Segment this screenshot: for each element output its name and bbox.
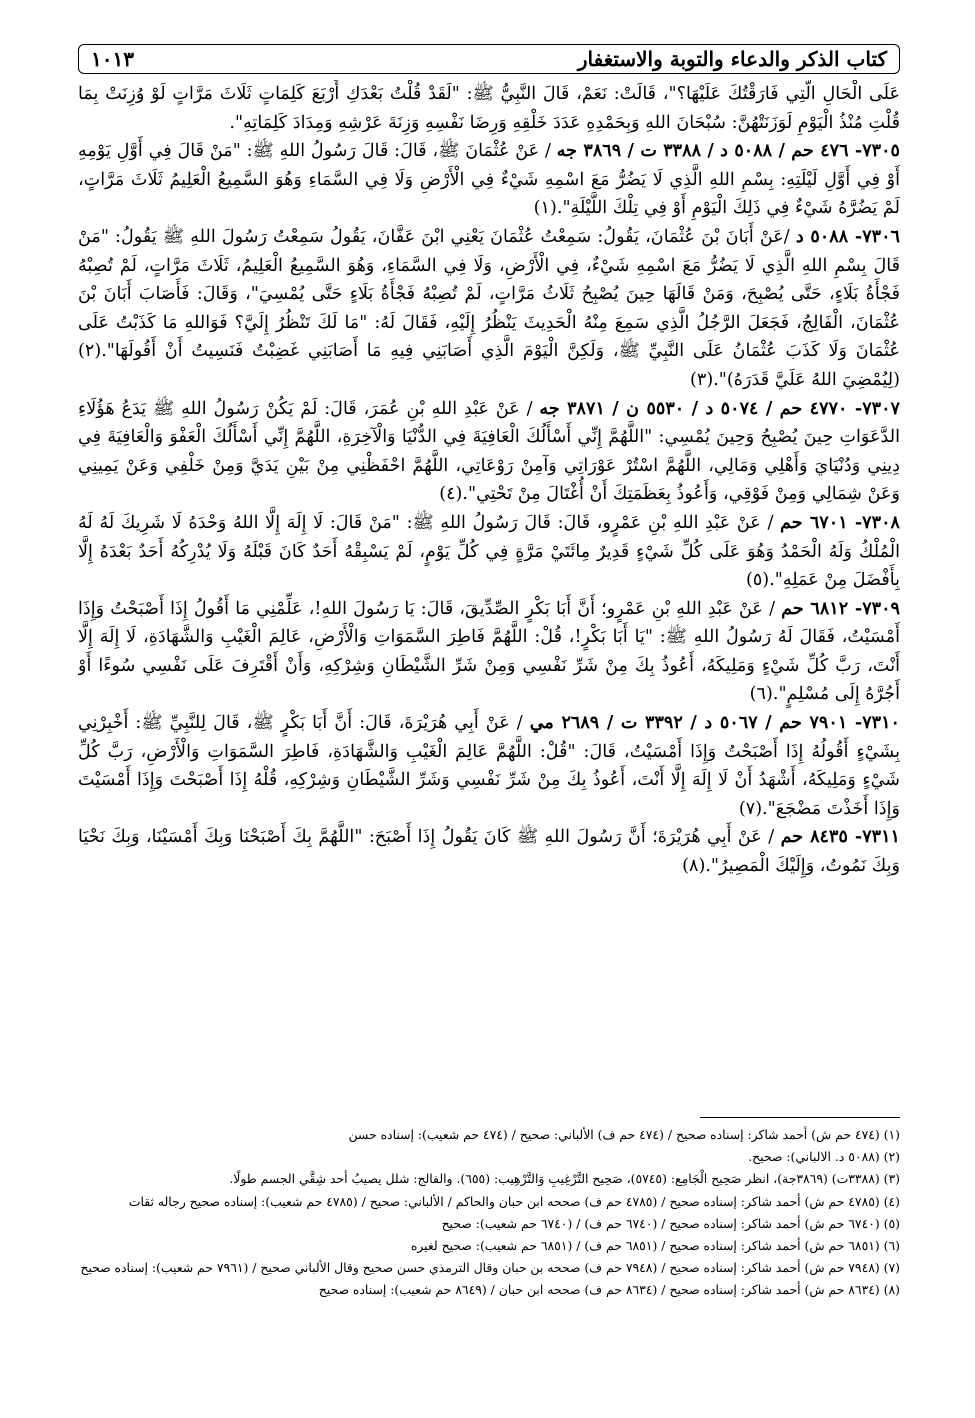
footnote-8: (٨) (٨٦٣٤ حم ش) أحمد شاكر: إسناده صحيح / (٨٦٣٤ حم ف) صححه ابن حبان / (٨٦٤٩ حم شعيب): إسناده صحيح bbox=[318, 1282, 900, 1298]
hadith-7308 bbox=[78, 509, 900, 595]
hadith-numbers: ٧٣٠٦- ٥٠٨٨ د bbox=[795, 225, 900, 247]
intro-paragraph bbox=[78, 80, 900, 137]
footnote-2: (٢) (٥٠٨٨ د. الالباني): صحيح. bbox=[748, 1149, 900, 1165]
footnotes bbox=[78, 1124, 900, 1409]
hadith-numbers: ٧٣١٠- ٧٩٠١ حم / ٥٠٦٧ د / ٣٣٩٢ ت / ٢٦٨٩ مي bbox=[529, 712, 900, 734]
main-text bbox=[78, 80, 900, 1090]
hadith-7306 bbox=[78, 223, 900, 395]
chapter-title: كتاب الذكر والدعاء والتوبة والاستغفار bbox=[577, 47, 887, 71]
hadith-text: / عَنْ أَبِي هُرَيْرَةَ؛ أَنَّ رَسُولَ اللهِ ﷺ كَانَ يَقُولُ إِذَا أَصْبَحَ: "اللَّهُمَّ بِكَ أَصْبَحْنَا وَبِكَ أَمْسَيْنَا، وَبِكَ نَحْيَا وَبِكَ نَمُوتُ، وَإِلَيْكَ الْمَصِيرُ".(٨) bbox=[78, 827, 900, 877]
hadith-7307 bbox=[78, 395, 900, 509]
hadith-7310 bbox=[78, 709, 900, 823]
hadith-text: / عَنْ عَبْدِ اللهِ بْنِ عَمْرٍو؛ أَنَّ أَبَا بَكْرٍ الصِّدِّيقَ، قَالَ: يَا رَسُولَ اللهِ!، عَلِّمْنِي مَا أَقُولُ إِذَا أَصْبَحْتُ وَإِذَا أَمْسَيْتُ، فَقَالَ لَهُ رَسُولُ اللهِ ﷺ: "يَا أَبَا بَكْرٍ!، قُلْ: اللَّهُمَّ فَاطِرَ السَّمَوَاتِ وَالْأَرْضِ، عَالِمَ الْغَيْبِ وَالشَّهَادَةِ، لَا إِلَهَ إِلَّا أَنْتَ، رَبَّ كُلِّ شَيْءٍ وَمَلِيكَهُ، أَعُوذُ بِكَ مِنْ شَرِّ نَفْسِي وَمِنْ شَرِّ الشَّيْطَانِ وَشِرْكِهِ، وَأَنْ أَقْتَرِفَ عَلَى نَفْسِي سُوءًا أَوْ أَجُرَّهُ إِلَى مُسْلِمٍ".(٦) bbox=[78, 598, 900, 705]
hadith-text: /عَنْ أَبَانَ بْنَ عُثْمَانَ، يَقُولُ: سَمِعْتُ عُثْمَانَ يَعْنِي ابْنَ عَفَّانَ، يَقُولُ سَمِعْتُ رَسُولَ اللهِ ﷺ يَقُولُ: "مَنْ قَالَ بِسْمِ اللهِ الَّذِي لَا يَضُرُّ مَعَ اسْمِهِ شَيْءٌ، فِي الْأَرْضِ، وَلَا فِي السَّمَاءِ، وَهُوَ السَّمِيعُ الْعَلِيمُ، ثَلَاثَ مَرَّاتٍ، لَمْ تُصِبْهُ فَجْأَةُ بَلَاءٍ، حَتَّى يُصْبِحَ، وَمَنْ قَالَهَا حِينَ يُصْبِحُ ثَلَاثُ مَرَّاتٍ، لَمْ تُصِبْهُ فَجْأَةُ بَلَاءٍ حَتَّى يُمْسِيَ"، وَقَالَ: فَأَصَابَ أَبَانَ بْنَ عُثْمَانَ، الْفَالِجُ، فَجَعَلَ الرَّجُلُ الَّذِي سَمِعَ مِنْهُ الْحَدِيثَ يَنْظُرُ إِلَيْهِ، فَقَالَ لَهُ: "مَا لَكَ تَنْظُرُ إِلَيَّ؟ فَوَاللهِ مَا كَذَبْتُ عَلَى عُثْمَانَ وَلَا كَذَبَ عُثْمَانُ عَلَى النَّبِيِّ ﷺ، وَلَكِنَّ الْيَوْمَ الَّذِي أَصَابَنِي فِيهِ مَا أَصَابَنِي غَضِبْتُ فَنَسِيتُ أَنْ أَقُولَهَا".(٢) (لِيُمْضِيَ اللهُ عَلَيَّ قَدَرَهُ)".(٣) bbox=[78, 226, 900, 390]
hadith-text: / عَنْ أَبِي هُرَيْرَةَ، قَالَ: أَنَّ أَبَا بَكْرٍ ﷺ، قَالَ لِلنَّبِيِّ ﷺ: أَخْبِرْنِي بِشَيْءٍ أَقُولُهُ إِذَا أَصْبَحْتُ وَإِذَا أَمْسَيْتُ، قَالَ: "قُلْ: اللَّهُمَّ عَالِمَ الْغَيْبِ وَالشَّهَادَةِ، فَاطِرَ السَّمَوَاتِ وَالْأَرْضِ، رَبَّ كُلِّ شَيْءٍ وَمَلِيكَهُ، أَشْهَدُ أَنْ لَا إِلَهَ إِلَّا أَنْتَ، أَعُوذُ بِكَ مِنْ شَرِّ نَفْسِي وَشَرِّ الشَّيْطَانِ وَشِرْكِهِ، قُلْهُ إِذَا أَصْبَحْتَ وَإِذَا أَمْسَيْتَ وَإِذَا أَخَذْتَ مَضْجَعَ".(٧) bbox=[78, 713, 900, 819]
footnote-3: (٣) (٣٣٨٨ت) (٣٨٦٩جة)، انظر صَحِيح الْجَامِع: (٥٧٤٥)، صَحِيح التَّرْغِيبِ وَالتَّرْهِيب: (٦٥٥). والفالج: شلل يصيبُ أحد شِقَّي الجسم طولًا. bbox=[229, 1171, 900, 1187]
footnote-divider bbox=[700, 1117, 900, 1118]
footnote-6: (٦) (٦٨٥١ حم ش) أحمد شاكر: إسناده صحيح / (٦٨٥١ حم ف) / (٦٨٥١ حم شعيب): صحيح لغيره bbox=[410, 1238, 900, 1254]
hadith-text: / عَنْ عَبْدِ اللهِ بْنِ عُمَرَ، قَالَ: لَمْ يَكُنْ رَسُولُ اللهِ ﷺ يَدَعُ هَؤُلَاءِ الدَّعَوَاتِ حِينَ يُصْبِحُ وَحِينَ يُمْسِي: "اللَّهُمَّ إِنِّي أَسْأَلُكَ الْعَافِيَةَ فِي الدُّنْيَا وَالْآخِرَةِ، اللَّهُمَّ إِنِّي أَسْأَلُكَ الْعَفْوَ وَالْعَافِيَةَ فِي دِينِي وَدُنْيَايَ وَأَهْلِي وَمَالِي، اللَّهُمَّ اسْتُرْ عَوْرَاتِي وَآمِنْ رَوْعَاتِي، اللَّهُمَّ احْفَظْنِي مِنْ بَيْنِ يَدَيَّ وَمِنْ خَلْفِي وَعَنْ يَمِينِي وَعَنْ شِمَالِي وَمِنْ فَوْقِي، وَأَعُوذُ بِعَظَمَتِكَ أَنْ أُغْتَالَ مِنْ تَحْتِي".(٤) bbox=[78, 398, 900, 505]
hadith-numbers: ٧٣٠٩- ٦٨١٢ حم bbox=[781, 597, 900, 619]
hadith-7309 bbox=[78, 595, 900, 709]
footnote-5: (٥) (٦٧٤٠ حم ش) أحمد شاكر: إسناده صحيح / (٦٧٤٠ حم ف) / (٦٧٤٠ حم شعيب): صحيح bbox=[441, 1215, 900, 1231]
footnote-7: (٧) (٧٩٤٨ حم ش) أحمد شاكر: إسناده صحيح / (٧٩٤٨ حم ف) صححه بن حبان وقال الترمذي حسن صحيح وقال الألباني صحيح / (٧٩٦١ حم شعيب): إسناده صحيح bbox=[80, 1260, 900, 1276]
hadith-7311 bbox=[78, 823, 900, 880]
footnote-4: (٤) (٤٧٨٥ حم ش) أحمد شاكر: إسناده صحيح / (٤٧٨٥ حم ف) صححه ابن حبان والحاكم / الألباني: صحيح / (٤٧٨٥ حم شعيب): إسناده صحيح رجاله ثقات bbox=[128, 1193, 900, 1209]
hadith-numbers: ٧٣٠٨- ٦٧٠١ حم bbox=[780, 511, 900, 533]
hadith-numbers: ٧٣١١- ٨٤٣٥ حم bbox=[780, 826, 900, 848]
intro-text: عَلَى الْحَالِ الَّتِي فَارَقْتُكَ عَلَيْهَا؟"، قَالَتْ: نَعَمْ، قَالَ النَّبِيُّ ﷺ: "لَقَدْ قُلْتُ بَعْدَكِ أَرْبَعَ كَلِمَاتٍ ثَلَاثَ مَرَّاتٍ لَوْ وُزِنَتْ بِمَا قُلْتِ مُنْذُ الْيَوْمِ لَوَزَنَتْهُنَّ: سُبْحَانَ اللهِ وَبِحَمْدِهِ عَدَدَ خَلْقِهِ وَرِضَا نَفْسِهِ وَزِنَةَ عَرْشِهِ وَمِدَادَ كَلِمَاتِهِ". bbox=[78, 84, 900, 133]
page-number: ١٠١٣ bbox=[91, 47, 134, 71]
hadith-7305 bbox=[78, 137, 900, 223]
hadith-text: / عَنْ عُثْمَانَ ﷺ، قَالَ: قَالَ رَسُولُ اللهِ ﷺ: "مَنْ قَالَ فِي أَوَّلِ يَوْمِهِ أَوْ فِي أَوَّلِ لَيْلَتِهِ: بِسْمِ اللهِ الَّذِي لَا يَضُرُّ مَعَ اسْمِهِ شَيْءٌ فِي الْأَرْضِ وَلَا فِي السَّمَاءِ وَهُوَ السَّمِيعُ الْعَلِيمُ ثَلَاثَ مَرَّاتٍ، لَمْ يَضُرَّهُ شَيْءٌ فِي ذَلِكَ الْيَوْمِ أَوْ فِي تِلْكَ اللَّيْلَةِ".(١) bbox=[78, 141, 900, 219]
hadith-text: / عَنْ عَبْدِ اللهِ بْنِ عَمْرٍو، قَالَ: قَالَ رَسُولُ اللهِ ﷺ: "مَنْ قَالَ: لَا إِلَهَ إِلَّا اللهُ وَحْدَهُ لَا شَرِيكَ لَهُ لَهُ الْمُلْكُ وَلَهُ الْحَمْدُ وَهُوَ عَلَى كُلِّ شَيْءٍ قَدِيرٌ مِائَتَيْ مَرَّةٍ فِي كُلِّ يَوْمٍ، لَمْ يَسْبِقْهُ أَحَدٌ كَانَ قَبْلَهُ وَلَا يُدْرِكُهُ أَحَدٌ بَعْدَهُ إِلَّا بِأَفْضَلَ مِنْ عَمَلِهِ".(٥) bbox=[78, 512, 900, 591]
page-header bbox=[78, 44, 900, 74]
hadith-numbers: ٧٣٠٥- ٤٧٦ حم / ٥٠٨٨ د / ٣٣٨٨ ت / ٣٨٦٩ جه bbox=[556, 140, 900, 162]
hadith-numbers: ٧٣٠٧- ٤٧٧٠ حم / ٥٠٧٤ د / ٥٥٣٠ ن / ٣٨٧١ جه bbox=[539, 397, 900, 419]
footnote-1: (١) (٤٧٤ حم ش) أحمد شاكر: إسناده صحيح / (٤٧٤ حم ف) الألباني: صحيح / (٤٧٤ حم شعيب): إسناده حسن bbox=[348, 1127, 900, 1142]
